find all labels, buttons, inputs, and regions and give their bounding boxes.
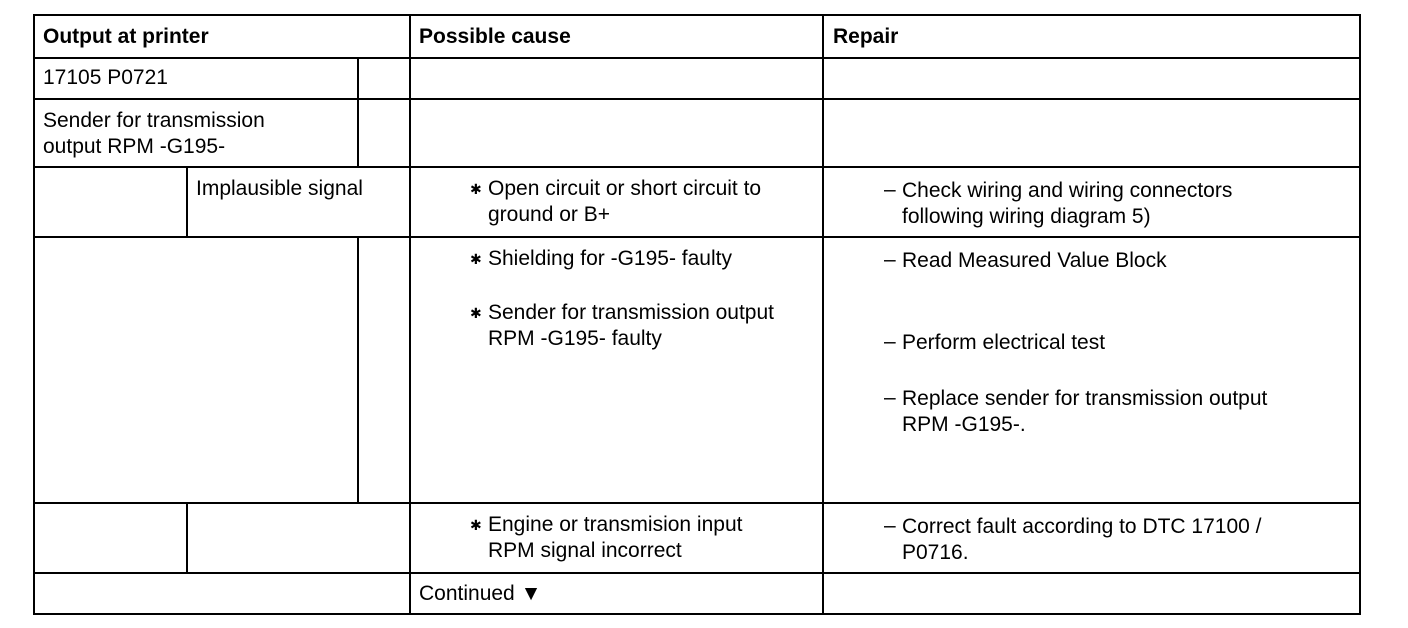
dash-icon: – bbox=[884, 386, 896, 409]
header-possible-cause: Possible cause bbox=[419, 25, 571, 48]
component-name-line1: Sender for transmission bbox=[43, 109, 265, 132]
cause-text: Shielding for -G195- faulty bbox=[488, 247, 732, 270]
row-divider bbox=[33, 572, 1361, 574]
sub-column-divider bbox=[186, 502, 188, 574]
repair-text: Replace sender for transmission output bbox=[902, 387, 1268, 410]
repair-text: Perform electrical test bbox=[902, 331, 1106, 354]
repair-text: P0716. bbox=[902, 541, 969, 564]
row-divider bbox=[33, 98, 1361, 100]
bullet-icon: ✱ bbox=[470, 181, 482, 197]
fault-condition: Implausible signal bbox=[196, 177, 363, 200]
sub-column-divider bbox=[186, 166, 188, 238]
column-divider bbox=[822, 14, 824, 615]
header-repair: Repair bbox=[833, 25, 899, 48]
cause-text: Engine or transmision input bbox=[488, 513, 743, 536]
dash-icon: – bbox=[884, 178, 896, 201]
repair-text: RPM -G195-. bbox=[902, 413, 1026, 436]
bullet-icon: ✱ bbox=[470, 251, 482, 267]
cause-text: Open circuit or short circuit to bbox=[488, 177, 762, 200]
dash-icon: – bbox=[884, 330, 896, 353]
table-border-right bbox=[1359, 14, 1361, 615]
dash-icon: – bbox=[884, 248, 896, 271]
repair-text: Correct fault according to DTC 17100 / bbox=[902, 515, 1262, 538]
cause-text: RPM signal incorrect bbox=[488, 539, 682, 562]
table-border-left bbox=[33, 14, 35, 615]
bullet-icon: ✱ bbox=[470, 305, 482, 321]
repair-text: following wiring diagram 5) bbox=[902, 205, 1151, 228]
table-border-top bbox=[33, 14, 1361, 16]
header-output-at-printer: Output at printer bbox=[43, 25, 209, 48]
row-divider bbox=[33, 236, 1361, 238]
sub-column-divider bbox=[357, 57, 359, 168]
fault-code: 17105 P0721 bbox=[43, 66, 168, 89]
sub-column-divider bbox=[357, 236, 359, 504]
repair-text: Read Measured Value Block bbox=[902, 249, 1167, 272]
bullet-icon: ✱ bbox=[470, 517, 482, 533]
component-name-line2: output RPM -G195- bbox=[43, 135, 226, 158]
table-border-bottom bbox=[33, 613, 1361, 615]
cause-text: RPM -G195- faulty bbox=[488, 327, 662, 350]
continued-label: Continued ▼ bbox=[419, 582, 542, 605]
row-divider bbox=[33, 166, 1361, 168]
row-divider bbox=[33, 57, 1361, 59]
repair-text: Check wiring and wiring connectors bbox=[902, 179, 1233, 202]
dash-icon: – bbox=[884, 514, 896, 537]
cause-text: Sender for transmission output bbox=[488, 301, 774, 324]
column-divider bbox=[409, 14, 411, 615]
cause-text: ground or B+ bbox=[488, 203, 611, 226]
row-divider bbox=[33, 502, 1361, 504]
